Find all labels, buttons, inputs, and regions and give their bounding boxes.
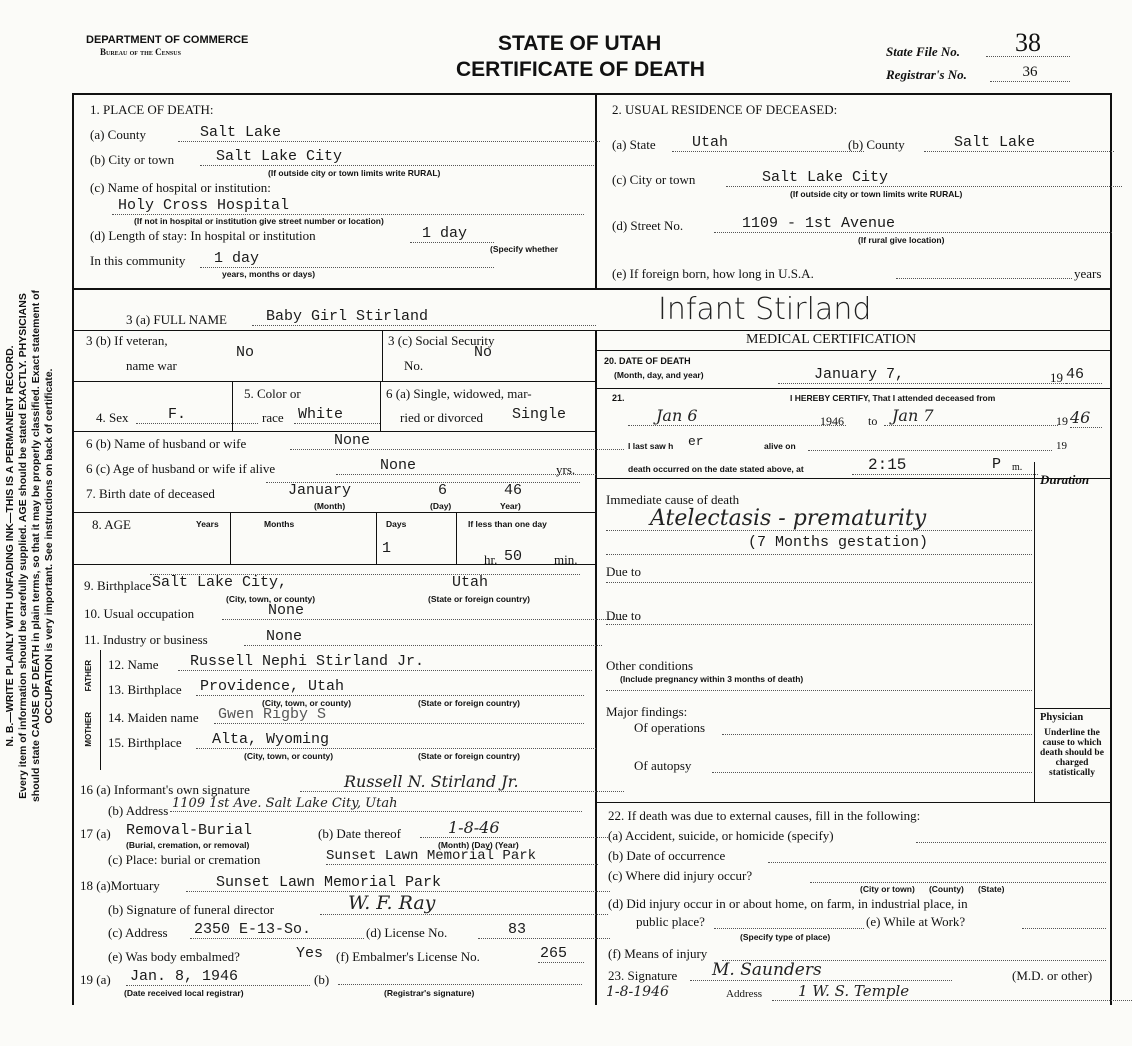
veteran-sub: name war	[126, 358, 177, 373]
page-title: CERTIFICATE OF DEATH	[456, 58, 705, 81]
mbirth-city-note: (City, town, or county)	[244, 751, 334, 761]
husband-label: 6 (b) Name of husband or wife	[86, 436, 247, 451]
alive-line	[808, 450, 1052, 451]
place-stay-label: (d) Length of stay: In hospital or institution	[90, 228, 316, 243]
name-label: 3 (a) FULL NAME	[126, 312, 227, 327]
res-city-note: (If outside city or town limits write RURAL)	[790, 189, 963, 199]
side-instructions: N. B.—WRITE PLAINLY WITH UNFADING INK—THIS IS A PERMANENT RECORD. Every item of information should be carefully supplied. AGE should be stated EXACTLY. PHYSICIANS should state CAUSE OF DEATH in plain terms, so that it may be properly classified. Exact statement of OCCUPATION is very important. See instructions on back of certificate.	[4, 289, 55, 803]
dod-value: January 7,	[778, 366, 1084, 384]
yrs-label: yrs.	[556, 462, 576, 477]
res-years: years	[1074, 266, 1102, 281]
embalmed-value: Yes	[296, 945, 324, 962]
mbirth-label: 15. Birthplace	[108, 735, 182, 750]
marital-label: 6 (a) Single, widowed, mar-	[386, 386, 532, 401]
birthplace-city: Salt Lake City,	[152, 574, 288, 591]
place-city-note: (If outside city or town limits write RURAL)	[268, 168, 441, 178]
fbirth-value: Providence, Utah	[196, 678, 584, 696]
husband-age-label: 6 (c) Age of husband or wife if alive	[86, 461, 276, 476]
due-to-2: Due to	[606, 608, 642, 623]
res-foreign-label: (e) If foreign born, how long in U.S.A.	[612, 266, 814, 281]
physician-addr: 1 W. S. Temple	[772, 982, 1132, 1001]
ss-label: 3 (c) Social Security	[388, 333, 495, 348]
last-saw-label: I last saw h	[628, 441, 674, 451]
place-heading: 1. PLACE OF DEATH:	[90, 102, 214, 117]
ext-c-line	[810, 882, 1106, 883]
husband-value: None	[290, 432, 624, 450]
burial-place-label: (c) Place: burial or cremation	[108, 852, 261, 867]
immediate-cause-label: Immediate cause of death	[606, 492, 740, 507]
operations-line	[722, 734, 1032, 735]
attended-to-year: 46	[1070, 408, 1102, 428]
cause-line-1	[606, 530, 1032, 531]
birthplace-city-note: (City, town, or county)	[226, 594, 316, 604]
state-file-no: 38	[986, 28, 1070, 57]
ind-value: None	[244, 628, 602, 646]
alive-label: alive on	[764, 441, 796, 451]
external-causes-label: 22. If death was due to external causes, fill in the following:	[608, 808, 921, 823]
removal-date-label: (b) Date thereof	[318, 826, 402, 841]
cause-line-4	[606, 624, 1032, 625]
grid-line	[456, 512, 457, 564]
ext-c: (c) Where did injury occur?	[608, 868, 753, 883]
informant-label: 16 (a) Informant's own signature	[80, 782, 250, 797]
maiden-label: 14. Maiden name	[108, 710, 199, 725]
attended-from: Jan 6	[628, 406, 846, 426]
signature-date: 1-8-1946	[606, 984, 669, 1000]
mother-side: MOTHER	[84, 712, 93, 747]
place-comm: 1 day	[200, 250, 494, 268]
days-head: Days	[386, 519, 407, 529]
month-note: (Month)	[314, 501, 346, 511]
dept-label: DEPARTMENT OF COMMERCE	[86, 34, 249, 46]
to-word: to	[868, 414, 878, 428]
autopsy-line	[712, 772, 1032, 773]
divider-name-bottom	[72, 330, 1112, 331]
place-comm-note: years, months or days)	[222, 269, 316, 279]
ext-b-line	[768, 862, 1106, 863]
res-state: Utah	[672, 134, 864, 152]
year-note: Year)	[500, 501, 521, 511]
birthplace-line	[150, 574, 580, 591]
marital-sub: ried or divorced	[400, 410, 484, 425]
removal-note: (Burial, cremation, or removal)	[126, 840, 250, 850]
race-value: White	[294, 406, 380, 424]
divider-top	[595, 93, 597, 288]
res-city: Salt Lake City	[726, 169, 1122, 187]
divider-name	[72, 288, 1112, 290]
other-conditions-sub: (Include pregnancy within 3 months of death)	[620, 674, 804, 684]
less-head: If less than one day	[468, 519, 547, 529]
fname-value: Russell Nephi Stirland Jr.	[178, 653, 592, 671]
ind-label: 11. Industry or business	[84, 632, 208, 647]
place-stay: 1 day	[410, 225, 494, 243]
removal-date: 1-8-46	[420, 818, 608, 838]
death-pm: P	[992, 456, 1002, 473]
fd-addr-label: (c) Address	[108, 925, 168, 940]
registrar-signature-line	[338, 984, 582, 985]
immediate-cause: Atelectasis - prematurity	[650, 506, 927, 531]
occurred-label: death occurred on the date stated above, at	[628, 464, 804, 474]
registrar-note: (Registrar's signature)	[384, 988, 475, 998]
physician-note-title: Physician	[1040, 712, 1084, 723]
birth-month: January	[288, 482, 352, 499]
age-days: 1	[382, 540, 392, 557]
res-street-note: (If rural give location)	[858, 235, 945, 245]
sex-value: F.	[136, 406, 258, 424]
grid-line	[597, 350, 1111, 351]
ext-d-line	[714, 928, 864, 929]
informant-addr-label: (b) Address	[108, 803, 169, 818]
registrar-label: Registrar's No.	[886, 67, 967, 82]
father-side: FATHER	[84, 660, 93, 692]
dod-label: 20. DATE OF DEATH	[604, 356, 691, 366]
received-note: (Date received local registrar)	[124, 988, 244, 998]
ss-value: No	[474, 344, 493, 361]
mortuary-label: 18 (a)Mortuary	[80, 878, 160, 893]
other-conditions-label: Other conditions	[606, 658, 694, 673]
registrar-sig-label: (b)	[314, 972, 330, 987]
fbirth-city-note: (City, town, or county)	[262, 698, 352, 708]
funeral-director-label: (b) Signature of funeral director	[108, 902, 275, 917]
birth-label: 7. Birth date of deceased	[86, 486, 215, 501]
res-street-label: (d) Street No.	[612, 218, 684, 233]
frame-left	[72, 93, 74, 1005]
burial-place: Sunset Lawn Memorial Park	[326, 848, 598, 865]
ext-d: (d) Did injury occur in or about home, on farm, in industrial place, in	[608, 896, 968, 911]
signature-label: 23. Signature	[608, 968, 678, 983]
place-city-label: (b) City or town	[90, 152, 175, 167]
mbirth-state-note: (State or foreign country)	[418, 751, 521, 761]
res-foreign-line	[896, 278, 1072, 279]
death-time: 2:15	[852, 456, 1038, 475]
state-file-label: State File No.	[886, 44, 961, 59]
age-label: 8. AGE	[92, 517, 131, 532]
ext-f: (f) Means of injury	[608, 946, 708, 961]
ext-e-line	[1022, 928, 1106, 929]
removal-label: 17 (a)	[80, 826, 111, 841]
registrar-no: 36	[990, 64, 1070, 82]
attended-from-year: 1946	[820, 414, 844, 428]
birth-year: 46	[504, 482, 523, 499]
full-name: Baby Girl Stirland	[252, 308, 596, 326]
res-street: 1109 - 1st Avenue	[714, 215, 1112, 233]
age-mins: 50	[504, 548, 523, 565]
res-state-label: (a) State	[612, 137, 656, 152]
husband-age-value: None	[336, 457, 596, 475]
license-label: (d) License No.	[366, 925, 448, 940]
birth-line	[266, 482, 580, 499]
fd-addr: 2350 E-13-So.	[190, 921, 364, 939]
grid-line	[100, 650, 101, 770]
sex-label: 4. Sex	[96, 410, 129, 425]
ext-b: (b) Date of occurrence	[608, 848, 726, 863]
race-label: race	[262, 410, 284, 425]
birthplace-state-note: (State or foreign country)	[428, 594, 531, 604]
ext-d-note: (Specify type of place)	[740, 932, 831, 942]
last-saw-value: er	[688, 434, 704, 449]
mortuary-value: Sunset Lawn Memorial Park	[186, 874, 610, 892]
bureau-label: Bureau of the Census	[100, 47, 181, 57]
certify-text: I HEREBY CERTIFY, That I attended deceased from	[790, 393, 996, 403]
ext-c-note: (City or town) (County) (State)	[860, 884, 1005, 894]
medical-heading: MEDICAL CERTIFICATION	[746, 332, 917, 347]
maiden-value: Gwen Rigby S	[214, 706, 584, 724]
place-county: Salt Lake	[178, 124, 600, 142]
fbirth-state-note: (State or foreign country)	[418, 698, 521, 708]
immediate-cause-sub: (7 Months gestation)	[748, 534, 929, 551]
birthplace-label: 9. Birthplace	[84, 578, 152, 593]
duration-head: Duration	[1040, 472, 1090, 487]
grid-line	[597, 388, 1111, 389]
state-title: STATE OF UTAH	[498, 32, 662, 55]
fname-label: 12. Name	[108, 657, 159, 672]
day-note: (Day)	[430, 501, 452, 511]
embalmer-license-label: (f) Embalmer's License No.	[336, 949, 480, 964]
place-hosp-label: (c) Name of hospital or institution:	[90, 180, 271, 195]
birthplace-state: Utah	[452, 574, 489, 591]
removal-value: Removal-Burial	[126, 822, 253, 839]
death-m: m.	[1012, 462, 1023, 473]
alive-year-prefix: 19	[1056, 440, 1067, 452]
ss-sub: No.	[404, 358, 424, 373]
dod-year: 46	[1066, 366, 1102, 384]
res-county-label: (b) County	[848, 137, 905, 152]
name-handwritten: Infant Stirland	[658, 292, 872, 327]
cert-no: 21.	[612, 393, 625, 403]
cause-line-3	[606, 582, 1032, 583]
ext-a-line	[916, 842, 1106, 843]
res-city-label: (c) City or town	[612, 172, 696, 187]
color-label: 5. Color or	[244, 386, 301, 401]
ext-a: (a) Accident, suicide, or homicide (specify)	[608, 828, 834, 843]
embalmer-license: 265	[538, 945, 584, 963]
occ-value: None	[222, 602, 626, 620]
grid-line	[230, 512, 231, 564]
veteran-label: 3 (b) If veteran,	[86, 333, 168, 348]
informant-signature: Russell N. Stirland Jr.	[300, 772, 624, 792]
frame-top	[72, 93, 1112, 95]
embalmed-label: (e) Was body embalmed?	[108, 949, 240, 964]
physician-signature: M. Saunders	[690, 960, 952, 981]
received-date: Jan. 8, 1946	[126, 968, 310, 986]
dod-year-prefix: 19	[1050, 370, 1063, 385]
physician-note-body: Underline the cause to which death should be charged statistically	[1040, 728, 1104, 778]
to-year-prefix: 19	[1056, 414, 1068, 428]
res-county: Salt Lake	[924, 134, 1114, 152]
marital-value: Single	[512, 406, 567, 423]
informant-addr: 1109 1st Ave. Salt Lake City, Utah	[170, 796, 582, 812]
grid-line	[376, 512, 377, 564]
place-specify: (Specify whether	[490, 244, 559, 254]
years-head: Years	[196, 519, 219, 529]
md-label: (M.D. or other)	[1012, 968, 1093, 983]
place-hosp: Holy Cross Hospital	[112, 197, 584, 215]
hr-label: hr.	[484, 552, 498, 567]
cause-line-2	[606, 554, 1032, 555]
veteran-value: No	[236, 344, 255, 361]
license-value: 83	[478, 921, 610, 939]
grid-line	[382, 331, 383, 381]
grid-line	[380, 381, 381, 431]
funeral-director-signature: W. F. Ray	[320, 892, 608, 915]
major-findings-label: Major findings:	[606, 704, 688, 719]
due-to-1: Due to	[606, 564, 642, 579]
grid-line	[72, 381, 595, 382]
fbirth-label: 13. Birthplace	[108, 682, 182, 697]
place-hosp-note: (If not in hospital or institution give street number or location)	[134, 216, 384, 226]
ext-d2: public place?	[636, 914, 705, 929]
grid-line	[72, 512, 595, 513]
place-county-label: (a) County	[90, 127, 146, 142]
place-comm-label: In this community	[90, 253, 186, 268]
grid-line	[597, 802, 1111, 803]
place-city: Salt Lake City	[200, 148, 594, 166]
ext-e: (e) While at Work?	[866, 914, 966, 929]
dod-sub: (Month, day, and year)	[614, 370, 704, 380]
occ-label: 10. Usual occupation	[84, 606, 195, 621]
duration-column-line	[1034, 462, 1035, 802]
cause-line-5	[606, 690, 1032, 691]
physician-addr-label: Address	[726, 988, 763, 1000]
autopsy-label: Of autopsy	[634, 758, 692, 773]
months-head: Months	[264, 519, 295, 529]
received-label: 19 (a)	[80, 972, 111, 987]
grid-line	[1034, 708, 1111, 709]
min-label: min.	[554, 552, 578, 567]
attended-to: Jan 7	[884, 406, 1058, 426]
mbirth-value: Alta, Wyoming	[196, 731, 596, 749]
removal-date-note: (Month) (Day) (Year)	[438, 840, 519, 850]
birth-day: 6	[438, 482, 448, 499]
res-heading: 2. USUAL RESIDENCE OF DECEASED:	[612, 102, 838, 117]
operations-label: Of operations	[634, 720, 706, 735]
